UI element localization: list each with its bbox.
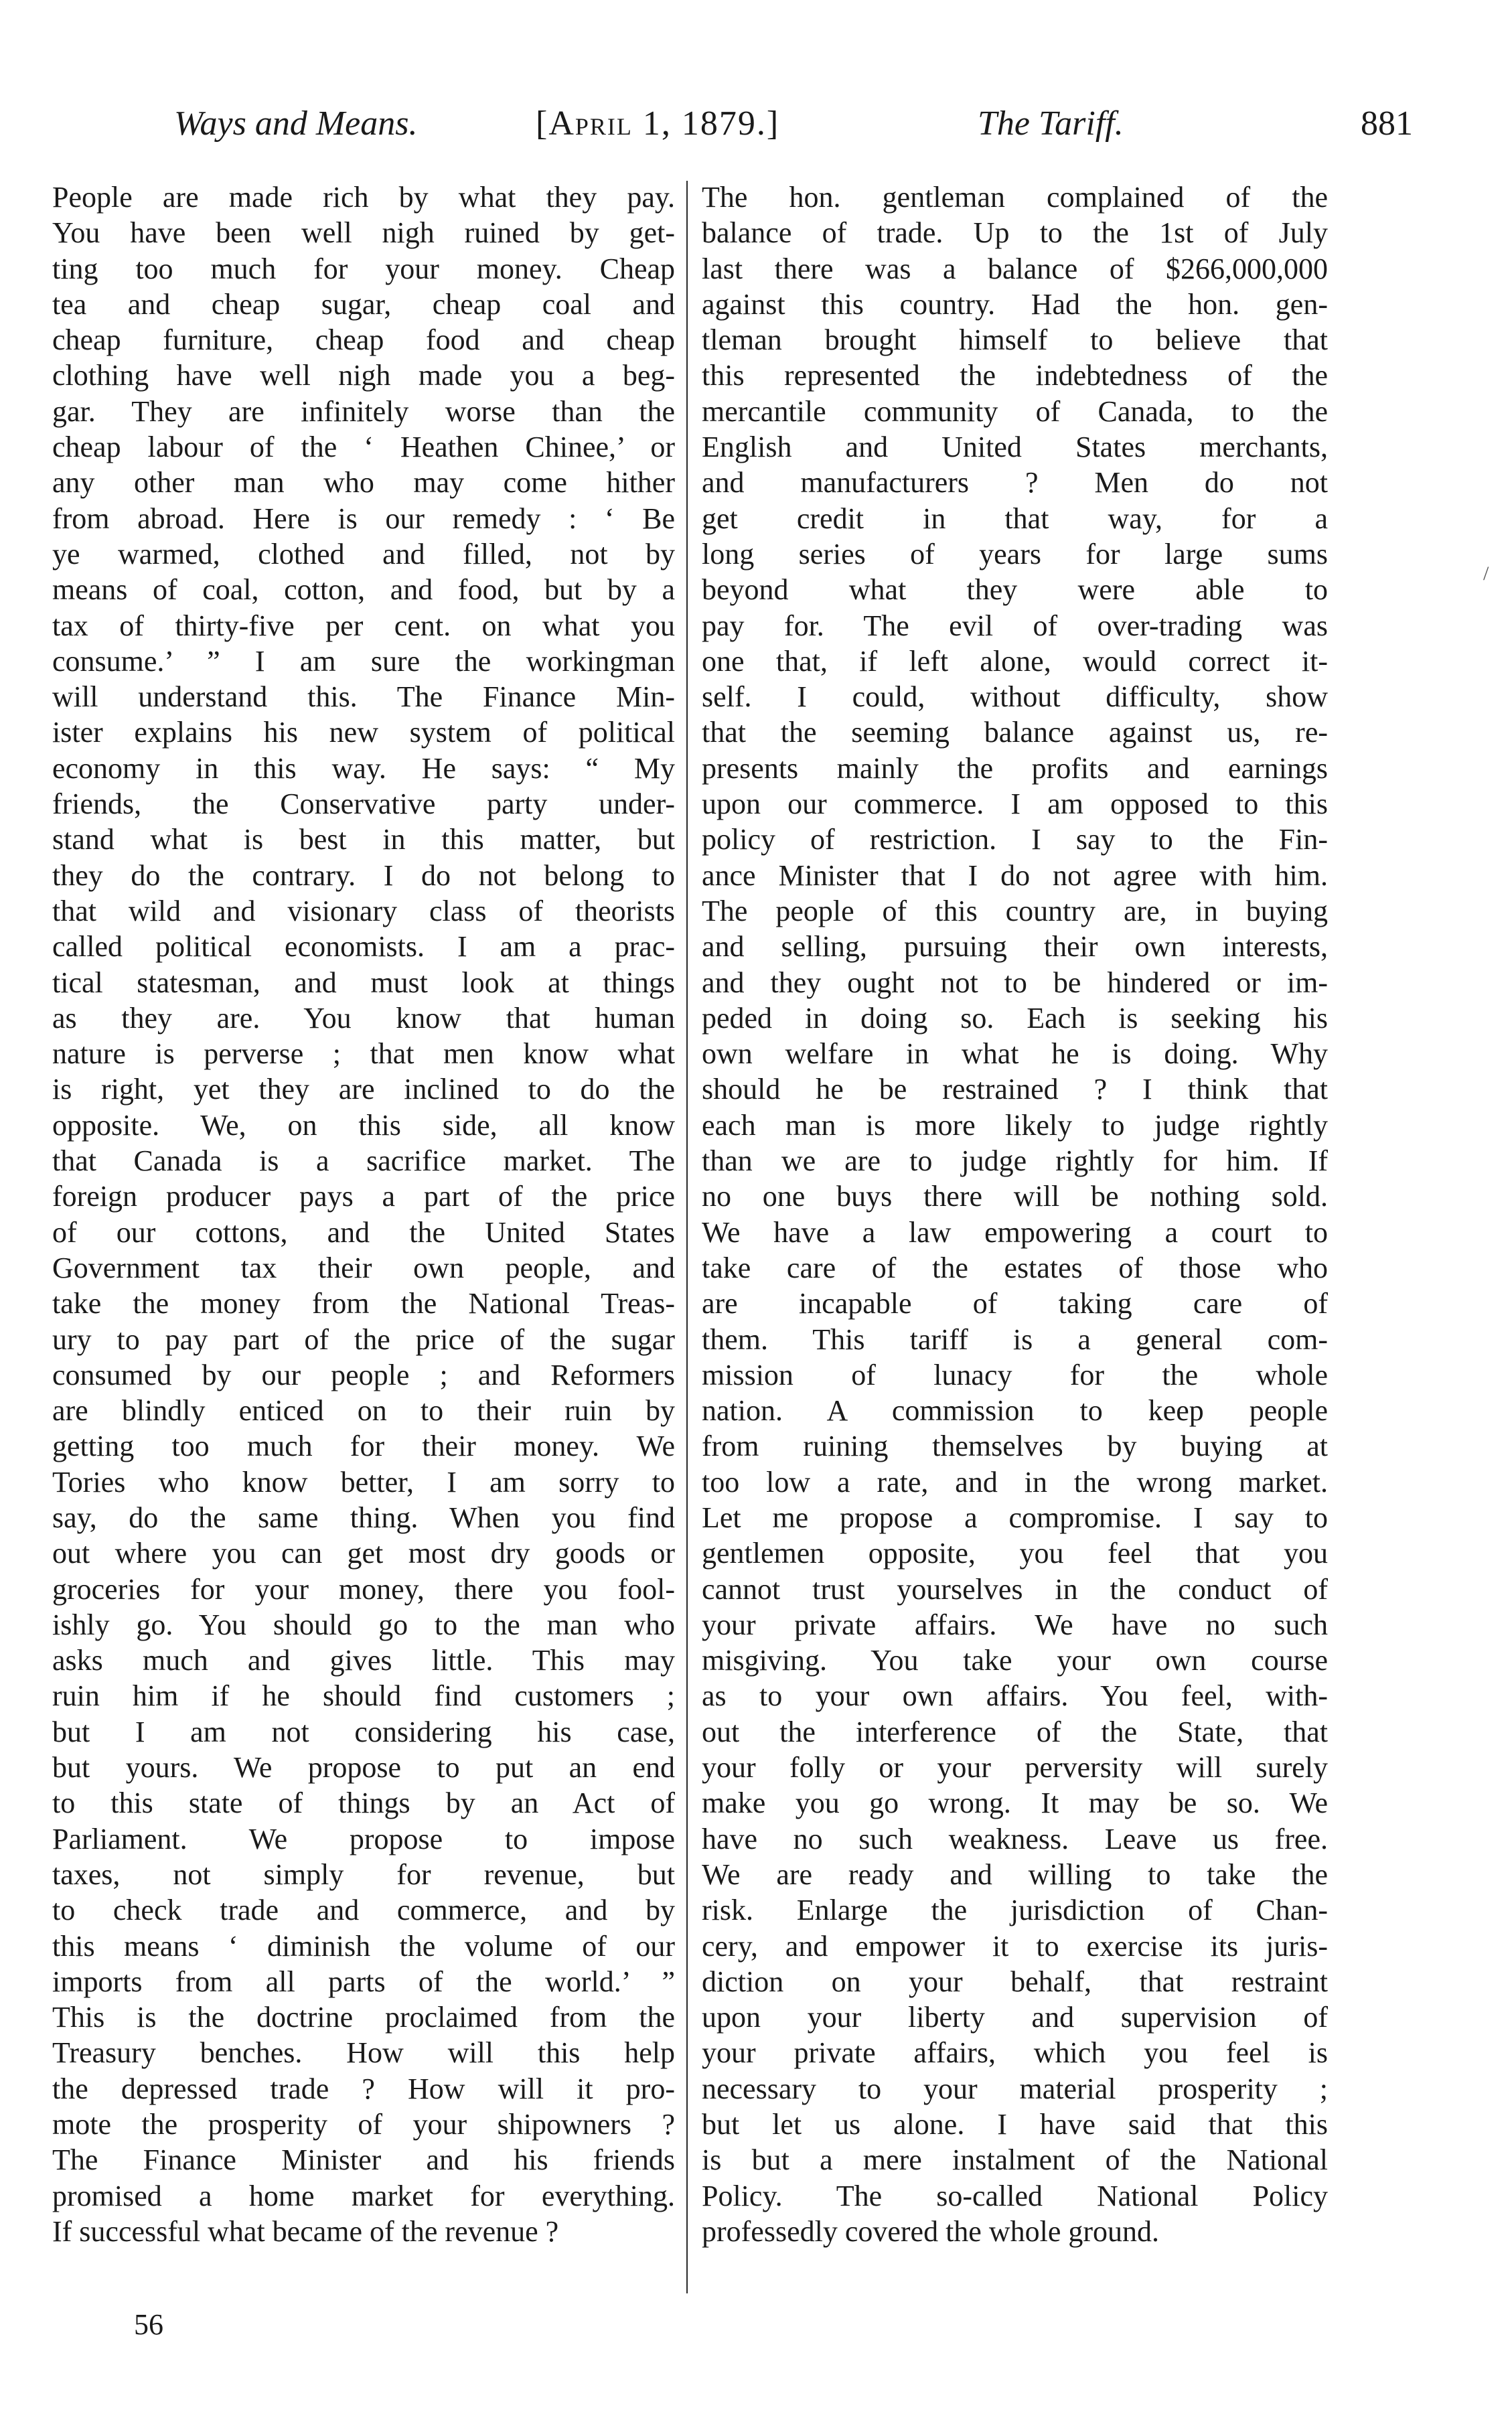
text-line: ting too much for your money. Cheap: [52, 252, 675, 285]
text-line: and selling, pursuing their own interests,: [702, 930, 1328, 964]
text-line: If successful what became of the revenue ?: [52, 2214, 559, 2248]
left-text-column: [52, 179, 675, 2249]
text-line: they do the contrary. I do not belong to: [52, 858, 675, 892]
text-line: and they ought not to be hindered or im-: [702, 966, 1328, 999]
text-line: as to your own affairs. You feel, with-: [702, 1679, 1328, 1713]
text-line: mote the prosperity of your shipowners ?: [52, 2108, 675, 2141]
text-line: ye warmed, clothed and filled, not by: [52, 537, 675, 571]
text-line: misgiving. You take your own course: [702, 1644, 1328, 1677]
text-line: but I am not considering his case,: [52, 1715, 675, 1748]
text-line: ruin him if he should find customers ;: [52, 1679, 675, 1713]
text-line: Policy. The so-called National Policy: [702, 2179, 1328, 2212]
text-line: The Finance Minister and his friends: [52, 2143, 675, 2177]
text-line: The people of this country are, in buying: [702, 894, 1328, 927]
text-line: groceries for your money, there you fool-: [52, 1572, 675, 1606]
text-line: tical statesman, and must look at things: [52, 966, 675, 999]
text-line: are incapable of taking care of: [702, 1287, 1328, 1320]
text-line: upon our commerce. I am opposed to this: [702, 787, 1328, 821]
text-line: take care of the estates of those who: [702, 1251, 1328, 1284]
running-header: [60, 100, 1453, 147]
text-line: of our cottons, and the United States: [52, 1215, 675, 1249]
text-line: cannot trust yourselves in the conduct of: [702, 1572, 1328, 1606]
page-number: 881: [1361, 104, 1413, 143]
text-line: from abroad. Here is our remedy : ‘ Be: [52, 502, 675, 535]
text-line: imports from all parts of the world.’ ”: [52, 1965, 675, 1998]
text-line: one that, if left alone, would correct it-: [702, 644, 1328, 678]
text-line: beyond what they were able to: [702, 573, 1328, 607]
text-line: this means ‘ diminish the volume of our: [52, 1929, 675, 1963]
text-line: them. This tariff is a general com-: [702, 1322, 1328, 1356]
text-line: opposite. We, on this side, all know: [52, 1108, 675, 1142]
text-line: ury to pay part of the price of the sugar: [52, 1322, 675, 1356]
column-divider: [686, 181, 688, 2293]
text-line: economy in this way. He says: “ My: [52, 751, 675, 785]
text-line: asks much and gives little. This may: [52, 1644, 675, 1677]
text-line: called political economists. I am a prac-: [52, 930, 675, 964]
text-line: but yours. We propose to put an end: [52, 1751, 675, 1784]
text-line: your folly or your perversity will surely: [702, 1751, 1328, 1784]
margin-mark: /: [1483, 562, 1489, 585]
text-line: presents mainly the profits and earnings: [702, 751, 1328, 785]
text-line: We have a law empowering a court to: [702, 1215, 1328, 1249]
text-line: balance of trade. Up to the 1st of July: [702, 216, 1328, 250]
text-line: People are made rich by what they pay.: [52, 181, 675, 214]
text-line: policy of restriction. I say to the Fin-: [702, 823, 1328, 856]
header-section-title: Ways and Means.: [174, 104, 418, 143]
text-line: the depressed trade ? How will it pro-: [52, 2072, 675, 2105]
text-line: English and United States merchants,: [702, 431, 1328, 464]
text-line: is right, yet they are inclined to do the: [52, 1073, 675, 1106]
text-line: make you go wrong. It may be so. We: [702, 1787, 1328, 1820]
text-line: gentlemen opposite, you feel that you: [702, 1537, 1328, 1570]
header-topic: The Tariff.: [978, 104, 1124, 143]
text-line: and manufacturers ? Men do not: [702, 466, 1328, 500]
text-line: ishly go. You should go to the man who: [52, 1608, 675, 1641]
text-line: cheap furniture, cheap food and cheap: [52, 323, 675, 357]
text-line: to check trade and commerce, and by: [52, 1894, 675, 1927]
text-line: cheap labour of the ‘ Heathen Chinee,’ or: [52, 431, 675, 464]
text-line: will understand this. The Finance Min-: [52, 680, 675, 714]
text-line: friends, the Conservative party under-: [52, 787, 675, 821]
text-line: that wild and visionary class of theorists: [52, 894, 675, 927]
text-line: taxes, not simply for revenue, but: [52, 1857, 675, 1891]
text-line: any other man who may come hither: [52, 466, 675, 500]
text-line: nature is perverse ; that men know what: [52, 1037, 675, 1071]
text-line: getting too much for their money. We: [52, 1430, 675, 1463]
text-line: are blindly enticed on to their ruin by: [52, 1394, 675, 1428]
text-line: each man is more likely to judge rightly: [702, 1108, 1328, 1142]
text-line: consume.’ ” I am sure the workingman: [52, 644, 675, 678]
text-line: self. I could, without difficulty, show: [702, 680, 1328, 714]
text-line: mercantile community of Canada, to the: [702, 394, 1328, 428]
text-line: from ruining themselves by buying at: [702, 1430, 1328, 1463]
right-text-column: [702, 179, 1328, 2249]
text-line: as they are. You know that human: [52, 1001, 675, 1035]
text-line: Parliament. We propose to impose: [52, 1822, 675, 1855]
text-line: out the interference of the State, that: [702, 1715, 1328, 1748]
text-line: no one buys there will be nothing sold.: [702, 1180, 1328, 1213]
text-line: own welfare in what he is doing. Why: [702, 1037, 1328, 1071]
text-line: Let me propose a compromise. I say to: [702, 1501, 1328, 1534]
text-line: diction on your behalf, that restraint: [702, 1965, 1328, 1998]
text-line: The hon. gentleman complained of the: [702, 181, 1328, 214]
text-line: to this state of things by an Act of: [52, 1787, 675, 1820]
text-line: stand what is best in this matter, but: [52, 823, 675, 856]
text-line: take the money from the National Treas-: [52, 1287, 675, 1320]
text-line: ance Minister that I do not agree with him.: [702, 858, 1328, 892]
text-line: tea and cheap sugar, cheap coal and: [52, 287, 675, 321]
text-line: Treasury benches. How will this help: [52, 2036, 675, 2070]
text-line: professedly covered the whole ground.: [702, 2214, 1160, 2248]
text-line: nation. A commission to keep people: [702, 1394, 1328, 1428]
signature-mark: 56: [134, 2308, 163, 2341]
header-date: [April 1, 1879.]: [536, 104, 780, 143]
text-line: gar. They are infinitely worse than the: [52, 394, 675, 428]
text-line: tleman brought himself to believe that: [702, 323, 1328, 357]
text-line: too low a rate, and in the wrong market.: [702, 1465, 1328, 1499]
text-line: You have been well nigh ruined by get-: [52, 216, 675, 250]
text-line: should he be restrained ? I think that: [702, 1073, 1328, 1106]
text-line: pay for. The evil of over-trading was: [702, 609, 1328, 642]
text-line: This is the doctrine proclaimed from the: [52, 2001, 675, 2034]
text-line: against this country. Had the hon. gen-: [702, 287, 1328, 321]
text-line: but let us alone. I have said that this: [702, 2108, 1328, 2141]
text-line: consumed by our people ; and Reformers: [52, 1358, 675, 1391]
text-line: clothing have well nigh made you a beg-: [52, 359, 675, 392]
text-line: out where you can get most dry goods or: [52, 1537, 675, 1570]
text-line: necessary to your material prosperity ;: [702, 2072, 1328, 2105]
text-line: that the seeming balance against us, re-: [702, 716, 1328, 749]
text-line: We are ready and willing to take the: [702, 1857, 1328, 1891]
text-line: this represented the indebtedness of the: [702, 359, 1328, 392]
text-line: than we are to judge rightly for him. If: [702, 1144, 1328, 1178]
text-line: foreign producer pays a part of the price: [52, 1180, 675, 1213]
text-line: mission of lunacy for the whole: [702, 1358, 1328, 1391]
text-line: say, do the same thing. When you find: [52, 1501, 675, 1534]
text-line: your private affairs. We have no such: [702, 1608, 1328, 1641]
text-line: is but a mere instalment of the National: [702, 2143, 1328, 2177]
text-line: promised a home market for everything.: [52, 2179, 675, 2212]
text-line: last there was a balance of $266,000,000: [702, 252, 1328, 285]
text-line: that Canada is a sacrifice market. The: [52, 1144, 675, 1178]
text-line: ister explains his new system of political: [52, 716, 675, 749]
text-line: upon your liberty and supervision of: [702, 2001, 1328, 2034]
text-line: cery, and empower it to exercise its juris-: [702, 1929, 1328, 1963]
text-line: Government tax their own people, and: [52, 1251, 675, 1284]
text-line: means of coal, cotton, and food, but by a: [52, 573, 675, 607]
text-line: Tories who know better, I am sorry to: [52, 1465, 675, 1499]
text-line: get credit in that way, for a: [702, 502, 1328, 535]
text-line: have no such weakness. Leave us free.: [702, 1822, 1328, 1855]
text-line: risk. Enlarge the jurisdiction of Chan-: [702, 1894, 1328, 1927]
text-line: long series of years for large sums: [702, 537, 1328, 571]
text-line: peded in doing so. Each is seeking his: [702, 1001, 1328, 1035]
text-line: tax of thirty-five per cent. on what you: [52, 609, 675, 642]
text-line: your private affairs, which you feel is: [702, 2036, 1328, 2070]
